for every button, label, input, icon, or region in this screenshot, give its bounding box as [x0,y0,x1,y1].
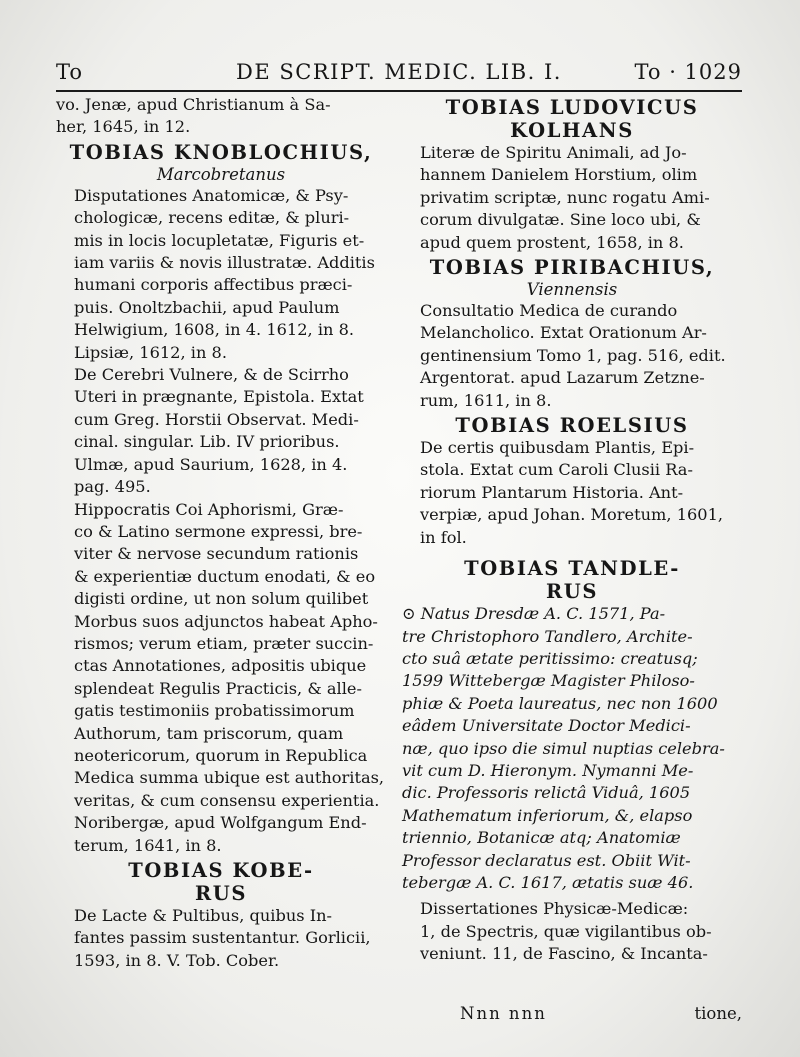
text-line: Literæ de Spiritu Animali, ad Jo- [420,143,687,162]
text-line: & experientiæ ductum enodati, & eo [74,566,376,586]
text-line: ctas Annotationes, adpositis ubique [74,656,367,676]
text-line: co & Latino sermone expressi, bre- [74,521,363,541]
text-line: Mathematum inferiorum, &, elapso [402,805,693,825]
text-line: Ulmæ, apud Saurium, 1628, in 4. [74,454,348,474]
text-line: cum Greg. Horstii Observat. Medi- [74,409,359,429]
running-header [56,60,742,92]
left-column [56,94,386,972]
text-line: vo. Jenæ, apud Christianum à Sa- [56,95,331,114]
text-line: 1593, in 8. V. Tob. Cober. [74,950,280,970]
text-line: hannem Danielem Horstium, olim [420,165,698,185]
text-line: humani corporis affectibus præci- [74,275,353,295]
text-line: Consultatio Medica de curando [420,301,678,321]
right-column [402,94,742,966]
text-line: tre Christophoro Tandlero, Archite- [402,626,693,646]
header-rule [56,90,742,92]
text-line: rismos; verum etiam, præter succin- [74,633,374,653]
text-line: Dissertationes Physicæ-Medicæ: [420,899,689,919]
text-line: cto suâ ætate peritissimo: creatusq; [402,648,698,668]
text-line: fantes passim sustentantur. Gorlicii, [74,928,371,948]
entry-heading [402,96,742,142]
text-line: dic. Professoris relictâ Viduâ, 1605 [402,783,691,803]
heading-line: TOBIAS KOBE- [128,859,314,882]
text-line: De Lacte & Pultibus, quibus In- [74,906,333,925]
text-line: pag. 495. [74,477,151,497]
text-line: privatim scriptæ, nunc rogatu Ami- [420,187,710,207]
entry-origin: Marcobretanus [156,164,286,184]
text-line: neotericorum, quorum in Republica [74,745,368,765]
text-line: gatis testimoniis probatissimorum [74,701,355,721]
entry-paragraph [402,898,742,965]
text-line: eâdem Universitate Doctor Medici- [402,716,691,736]
text-line: veniunt. 11, de Fascino, & Incanta- [420,944,708,964]
text-line: Uteri in prægnante, Epistola. Extat [74,387,364,407]
text-line: splendeat Regulis Practicis, & alle- [74,678,362,698]
text-line: vit cum D. Hieronym. Nymanni Me- [402,760,694,780]
heading-line: TOBIAS LUDOVICUS [445,96,699,119]
text-line: iam variis & novis illustratæ. Additis [74,253,375,273]
text-line: corum divulgatæ. Sine loco ubi, & [420,210,701,230]
catchword: tione, [694,1004,742,1023]
text-line: Authorum, tam priscorum, quam [74,723,344,743]
text-line: 1, de Spectris, quæ vigilantibus ob- [420,921,712,941]
entry-paragraph [402,437,742,549]
text-line: cinal. singular. Lib. IV prioribus. [74,432,340,452]
heading-line: TOBIAS TANDLE- [464,557,680,581]
heading-line: RUS [194,882,248,905]
header-title: DE SCRIPT. MEDIC. LIB. I. [236,60,562,84]
text-line: mis in locis locupletatæ, Figuris et- [74,230,365,250]
entry-paragraph [56,364,386,498]
text-line: tebergæ A. C. 1617, ætatis suæ 46. [402,872,694,892]
text-line: viter & nervose secundum rationis [74,544,359,564]
entry-heading [56,859,386,905]
text-line: ⊙ Natus Dresdæ A. C. 1571, Pa- [402,604,666,624]
heading-line: RUS [545,580,599,604]
text-line: Helwigium, 1608, in 4. 1612, in 8. [74,320,355,340]
text-line: gentinensium Tomo 1, pag. 516, edit. [420,345,726,365]
entry-origin: Viennensis [526,280,618,300]
text-line: terum, 1641, in 8. [74,835,222,855]
text-line: næ, quo ipso die simul nuptias celebra- [402,738,725,758]
text-line: verpiæ, apud Johan. Moretum, 1601, [420,505,724,525]
text-line: Lipsiæ, 1612, in 8. [74,342,227,362]
entry-heading: TOBIAS PIRIBACHIUS, [429,256,715,280]
text-line: 1599 Wittebergæ Magister Philoso- [402,671,695,691]
entry-heading [402,557,742,603]
entry-paragraph [402,142,742,254]
text-line: rum, 1611, in 8. [420,390,552,410]
heading-line: KOLHANS [510,119,634,142]
text-line: De certis quibusdam Plantis, Epi- [420,438,695,458]
text-line: triennio, Botanicæ atq; Anatomiæ [402,828,681,848]
text-line: Argentorat. apud Lazarum Zetzne- [420,368,705,388]
entry-heading: TOBIAS KNOBLOCHIUS, [69,140,373,164]
text-line: De Cerebri Vulnere, & de Scirrho [74,365,349,385]
text-line: in fol. [420,527,467,547]
entry-paragraph [56,499,386,858]
text-line: Hippocratis Coi Aphorismi, Græ- [74,499,344,519]
entry-paragraph [56,905,386,972]
text-line: Professor declaratus est. Obiit Wit- [402,850,691,870]
text-line: digisti ordine, ut non solum quilibet [74,589,369,609]
continuation-text [56,94,386,139]
entry-paragraph [56,185,386,364]
text-line: chologicæ, recens editæ, & pluri- [74,208,350,228]
text-line: veritas, & cum consensu experientia. [74,790,380,810]
text-line: her, 1645, in 12. [56,117,191,137]
text-line: phiæ & Poeta laureatus, nec non 1600 [402,693,718,713]
text-line: Melancholico. Extat Orationum Ar- [420,323,707,343]
text-line: puis. Onoltzbachii, apud Paulum [74,297,340,317]
signature-mark: Nnn nnn [460,1004,547,1023]
text-line: stola. Extat cum Caroli Clusii Ra- [420,460,693,480]
header-left-word: To [56,60,84,84]
text-line: Medica summa ubique est authoritas, [74,768,385,788]
text-line: Morbus suos adjunctos habeat Apho- [74,611,378,631]
entry-paragraph [402,300,742,412]
header-page-number: To · 1029 [634,60,742,84]
entry-heading: TOBIAS ROELSIUS [455,414,689,438]
text-line: Disputationes Anatomicæ, & Psy- [74,185,349,205]
text-line: Noribergæ, apud Wolfgangum End- [74,813,367,833]
biography-note [402,603,742,894]
text-line: apud quem prostent, 1658, in 8. [420,232,684,252]
text-line: riorum Plantarum Historia. Ant- [420,482,684,502]
